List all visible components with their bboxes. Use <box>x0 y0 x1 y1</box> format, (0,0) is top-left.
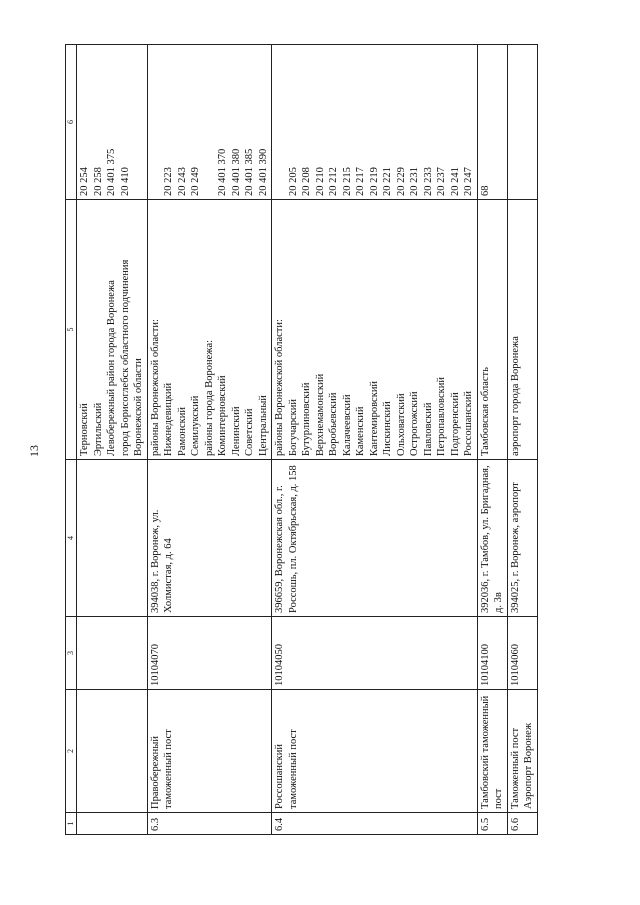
region-line: Павловский <box>422 402 434 456</box>
region-line: Коминтерновский <box>217 375 228 456</box>
page-number: 13 <box>27 445 41 457</box>
okato-code: 20 401 380 <box>230 148 242 196</box>
region-line: Рамонский <box>176 406 188 456</box>
column-number: 4 <box>66 460 77 617</box>
region-line: Калачеевский <box>341 394 353 456</box>
rotated-table-container <box>65 45 605 835</box>
address-cell: 394038, г. Воронеж, ул. Холмистая, д. 64 <box>147 460 272 617</box>
region-line: Ленинский <box>230 406 242 456</box>
regions-cell <box>77 200 148 460</box>
okato-code: 20 258 <box>92 167 104 196</box>
okato-code <box>203 48 217 196</box>
okato-code: 20 247 <box>463 167 474 196</box>
region-line: Кантемировский <box>368 380 380 456</box>
region-line: город Борисоглебск областного подчинения Воронежской области <box>119 259 144 456</box>
column-number: 6 <box>66 45 77 200</box>
okato-code: 20 401 370 <box>217 148 228 196</box>
okato-code: 20 217 <box>355 167 366 196</box>
region-line: районы Воронежской области: <box>149 319 161 456</box>
region-line: Тамбовская область <box>479 367 491 456</box>
okato-code <box>149 48 163 196</box>
okato-codes-cell <box>477 45 507 200</box>
regions-cell <box>272 200 478 460</box>
table-row <box>147 45 272 835</box>
okato-code: 20 401 375 <box>106 148 117 196</box>
okato-code: 20 219 <box>368 167 380 196</box>
customs-posts-table <box>65 44 538 835</box>
okato-code: 20 249 <box>190 167 201 196</box>
okato-code: 20 229 <box>395 167 407 196</box>
region-line: районы города Воронежа: <box>203 339 215 456</box>
post-code-cell <box>77 617 148 690</box>
row-number-cell <box>77 813 148 835</box>
region-line: Петропавловский <box>436 377 447 456</box>
okato-code: 20 241 <box>449 167 461 196</box>
column-number-row <box>66 45 77 835</box>
okato-code: 20 210 <box>314 167 326 196</box>
region-line: Левобережный район города Воронежа <box>106 280 117 456</box>
address-cell <box>77 460 148 617</box>
post-code-cell: 10104070 <box>147 617 272 690</box>
region-line: Центральный <box>257 395 269 456</box>
okato-code <box>273 48 287 196</box>
okato-code: 20 221 <box>382 167 393 196</box>
okato-code: 20 401 385 <box>244 148 255 196</box>
regions-cell <box>477 200 507 460</box>
region-line: Подгоренский <box>449 392 461 456</box>
region-line: аэропорт города Воронежа <box>509 336 521 456</box>
address-cell: 396659, Воронежская обл., г. Россошь, пл. Октябрьская, д. 158 <box>272 460 478 617</box>
region-line: Богучарский <box>287 398 299 456</box>
okato-code: 20 410 <box>119 167 131 196</box>
region-line: Верхнемамонский <box>314 373 326 456</box>
post-code-cell: 10104050 <box>272 617 478 690</box>
post-name-cell <box>77 690 148 813</box>
post-name-cell: Правобережный таможенный пост <box>147 690 272 813</box>
table-row <box>272 45 478 835</box>
post-name-cell: Тамбовский таможенный пост <box>477 690 507 813</box>
okato-code <box>509 48 523 196</box>
address-cell: 394025, г. Воронеж, аэропорт <box>507 460 537 617</box>
okato-codes-cell <box>272 45 478 200</box>
continuation-row <box>77 45 148 835</box>
region-line: Воробьевский <box>328 392 339 456</box>
row-number-cell: 6.4 <box>272 813 478 835</box>
okato-code: 20 243 <box>176 167 188 196</box>
okato-code: 20 208 <box>301 167 312 196</box>
table-row <box>507 45 537 835</box>
region-line: Эртильский <box>92 402 104 456</box>
region-line: Россошанский <box>463 390 474 456</box>
region-line: Семилукский <box>190 395 201 456</box>
okato-code: 20 223 <box>163 167 174 196</box>
okato-code: 68 <box>479 185 491 196</box>
row-number-cell: 6.5 <box>477 813 507 835</box>
region-line: Ольховатский <box>395 393 407 456</box>
okato-codes-cell <box>77 45 148 200</box>
region-line: Лискинский <box>382 401 393 456</box>
address-cell: 392036, г. Тамбов, ул. Бригадная, д. 3в <box>477 460 507 617</box>
row-number-cell: 6.3 <box>147 813 272 835</box>
column-number: 2 <box>66 690 77 813</box>
column-number: 3 <box>66 617 77 690</box>
okato-code: 20 237 <box>436 167 447 196</box>
region-line: Нижнедевицкий <box>163 382 174 456</box>
post-name-cell: Таможенный пост Аэропорт Воронеж <box>507 690 537 813</box>
region-line: Бутурлиновский <box>301 382 312 456</box>
okato-code: 20 401 390 <box>257 148 269 196</box>
okato-code: 20 212 <box>328 167 339 196</box>
okato-code: 20 254 <box>79 167 90 196</box>
regions-cell <box>507 200 537 460</box>
region-line: Острогожский <box>409 391 420 456</box>
region-line: Терновский <box>79 403 90 456</box>
regions-cell <box>147 200 272 460</box>
column-number: 5 <box>66 200 77 460</box>
okato-codes-cell <box>507 45 537 200</box>
table-row <box>477 45 507 835</box>
column-number: 1 <box>66 813 77 835</box>
region-line: районы Воронежской области: <box>274 319 285 456</box>
okato-code: 20 231 <box>409 167 420 196</box>
region-line: Каменский <box>355 406 366 456</box>
row-number-cell: 6.6 <box>507 813 537 835</box>
okato-codes-cell <box>147 45 272 200</box>
post-name-cell: Россошанский таможенный пост <box>272 690 478 813</box>
post-code-cell: 10104100 <box>477 617 507 690</box>
okato-code: 20 215 <box>341 167 353 196</box>
okato-code: 20 205 <box>287 167 299 196</box>
post-code-cell: 10104060 <box>507 617 537 690</box>
okato-code: 20 233 <box>422 167 434 196</box>
region-line: Советский <box>244 408 255 456</box>
